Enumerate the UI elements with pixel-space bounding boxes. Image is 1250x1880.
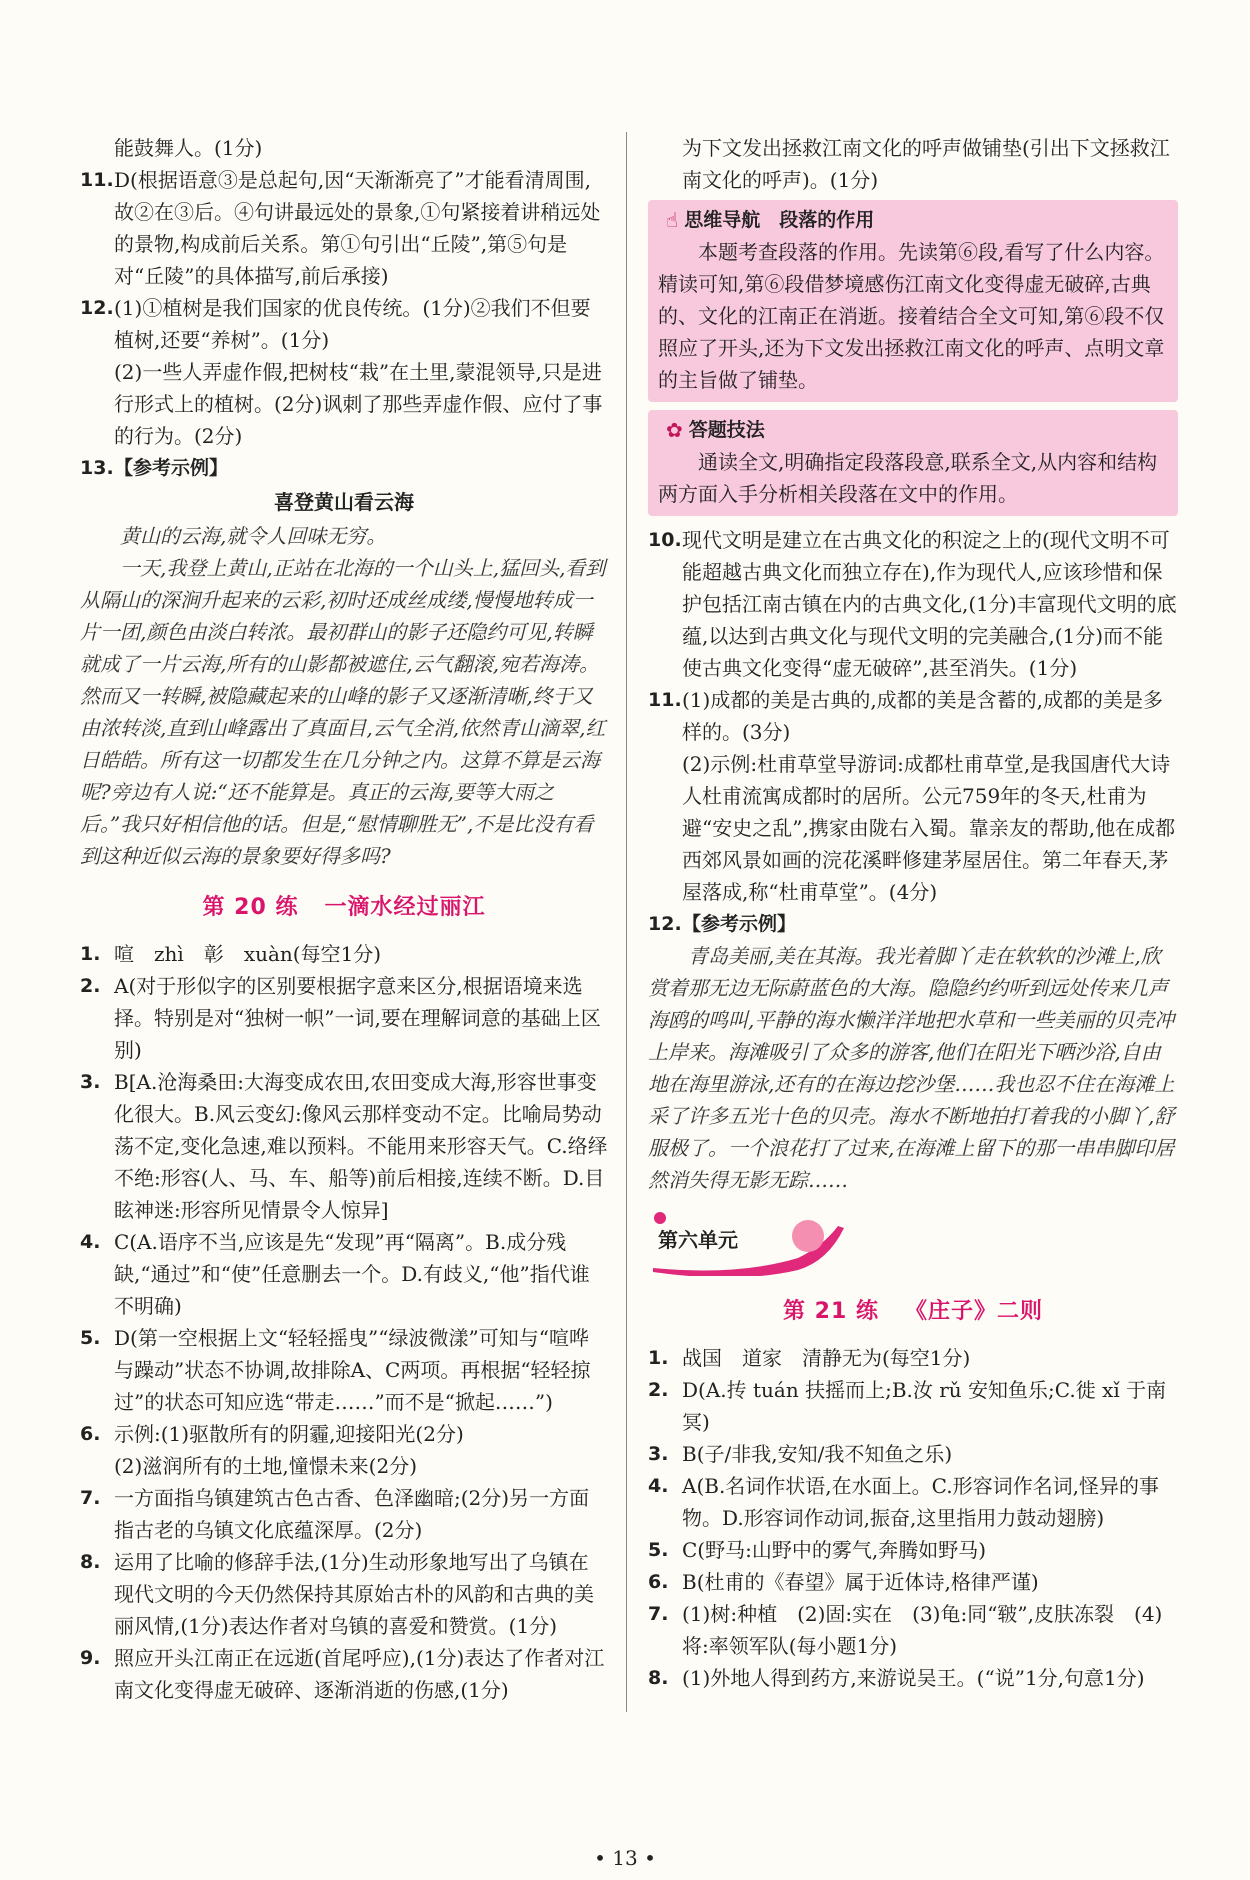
continued-text: 为下文发出拯救江南文化的呼声做铺垫(引出下文拯救江南文化的呼声)。(1分) (682, 136, 1170, 192)
answer-body (682, 1470, 1178, 1534)
tip-box-title: 答题技法 (688, 419, 765, 441)
answer-text: B(杜甫的《春望》属于近体诗,格律严谨) (682, 1570, 1039, 1594)
answer-text: C(野马:山野中的雾气,奔腾如野马) (682, 1538, 987, 1562)
answer-number: 8. (648, 1667, 669, 1689)
tip-box-title: 思维导航 段落的作用 (684, 209, 875, 231)
answer-text: D(第一空根据上文“轻轻摇曳”“绿波微漾”可知与“喧哗与躁动”状态不协调,故排除A、C两项。再根据“轻轻掠过”的状态可知应选“带走……”而不是“掀起……”) (114, 1326, 591, 1414)
answer-item (648, 1566, 1178, 1598)
answer-body (114, 1642, 608, 1706)
lesson-title: 《庄子》二则 (904, 1299, 1043, 1324)
answer-item (648, 1598, 1178, 1662)
answer-body (114, 164, 608, 292)
answer-body (114, 292, 608, 452)
answer-number: 13. (80, 457, 114, 479)
answer-text: (1)树:种植 (2)固:实在 (3)龟:同“皲”,皮肤冻裂 (4)将:率领军队(每小题1分) (682, 1602, 1163, 1658)
answer-body (682, 1566, 1178, 1598)
answer-number: 12. (80, 297, 114, 319)
flower-icon: ✿ (666, 418, 683, 442)
answer-body (682, 1534, 1178, 1566)
tip-box-heading (658, 414, 1168, 446)
answer-item (80, 970, 608, 1066)
answer-number: 6. (80, 1423, 101, 1445)
answer-item (648, 908, 1178, 940)
tip-box (648, 200, 1178, 402)
answer-number: 12. (648, 913, 682, 935)
answer-item (648, 1342, 1178, 1374)
answer-body (114, 1066, 608, 1226)
answer-body (682, 1662, 1178, 1694)
answer-number: 1. (80, 943, 101, 965)
answer-number: 9. (80, 1647, 101, 1669)
answer-number: 10. (648, 529, 682, 551)
answer-item (80, 292, 608, 452)
answer-text: B[A.沧海桑田:大海变成农田,农田变成大海,形容世事变化很大。B.风云变幻:像风云那样变动不定。比喻局势动荡不定,变化急速,难以预料。不能用来形容天气。C.络绎不绝:形容(人、马、车、船等)前后相接,连续不断。D.目眩神迷:形容所见情景令人惊异] (114, 1070, 608, 1222)
answer-body (682, 1438, 1178, 1470)
tip-box-text: 本题考查段落的作用。先读第⑥段,看写了什么内容。精读可知,第⑥段借梦境感伤江南文化变得虚无破碎,古典的、文化的江南正在消逝。接着结合全文可知,第⑥段不仅照应了开头,还为下文发出拯救江南文化的呼声、点明文章的主旨做了铺垫。 (658, 240, 1165, 392)
answer-number: 4. (648, 1475, 669, 1497)
answer-item (80, 1482, 608, 1546)
answer-text: B(子/非我,安知/我不知鱼之乐) (682, 1442, 953, 1466)
answer-number: 7. (80, 1487, 101, 1509)
answer-item (648, 684, 1178, 908)
answer-item (648, 1470, 1178, 1534)
page-number: • 13 • (594, 1846, 656, 1870)
answer-text: (1)①植树是我们国家的优良传统。(1分)②我们不但要植树,还要“养树”。(1分) (114, 296, 591, 352)
essay-paragraph: 黄山的云海,就令人回味无穷。 (120, 524, 387, 548)
answer-item (80, 452, 608, 484)
column-divider (626, 132, 627, 1712)
answer-number: 5. (80, 1327, 101, 1349)
answer-number: 2. (648, 1379, 669, 1401)
answer-text: (1)成都的美是古典的,成都的美是含蓄的,成都的美是多样的。(3分) (682, 688, 1164, 744)
answer-text: 示例:(1)驱散所有的阴霾,迎接阳光(2分) (114, 1422, 464, 1446)
answer-text: 战国 道家 清静无为(每空1分) (682, 1346, 971, 1370)
answer-body (114, 970, 608, 1066)
answer-body (682, 684, 1178, 908)
answer-number: 11. (648, 689, 682, 711)
right-column (648, 132, 1178, 1694)
answer-text: (2)示例:杜甫草堂导游词:成都杜甫草堂,是我国唐代大诗人杜甫流寓成都时的居所。公元759年的冬天,杜甫为避“安史之乱”,携家由陇右入蜀。靠亲友的帮助,他在成都西郊风景如画的浣花溪畔修建茅屋居住。第二年春天,茅屋落成,称“杜甫草堂”。(4分) (682, 752, 1176, 904)
answer-number: 1. (648, 1347, 669, 1369)
answer-item (80, 164, 608, 292)
answer-number: 5. (648, 1539, 669, 1561)
left-column (80, 132, 608, 1706)
essay-paragraph: 青岛美丽,美在其海。我光着脚丫走在软软的沙滩上,欣赏着那无边无际蔚蓝色的大海。隐隐约约听到远处传来几声海鸥的鸣叫,平静的海水懒洋洋地把水草和一些美丽的贝壳冲上岸来。海滩吸引了众多的游客,他们在阳光下晒沙浴,自由地在海里游泳,还有的在海边挖沙堡……我也忍不住在海滩上采了许多五光十色的贝壳。海水不断地拍打着我的小脚丫,舒服极了。一个浪花打了过来,在海滩上留下的那一串串脚印居然消失得无影无踪…… (648, 944, 1175, 1192)
answer-text: 一方面指乌镇建筑古色古香、色泽幽暗;(2分)另一方面指古老的乌镇文化底蕴深厚。(2分) (114, 1486, 590, 1542)
answer-body (114, 1482, 608, 1546)
answer-item (80, 1418, 608, 1482)
answer-text: 现代文明是建立在古典文化的积淀之上的(现代文明不可能超越古典文化而独立存在),作为现代人,应该珍惜和保护包括江南古镇在内的古典文化,(1分)丰富现代文明的底蕴,以达到古典文化与现代文明的完美融合,(1分)而不能使古典文化变得“虚无破碎”,甚至消失。(1分) (682, 528, 1177, 680)
answer-item (80, 1226, 608, 1322)
answer-number: 11. (80, 169, 114, 191)
answer-body (682, 1342, 1178, 1374)
answer-item (80, 1322, 608, 1418)
answer-item (80, 1642, 608, 1706)
answer-text: A(B.名词作状语,在水面上。C.形容词作名词,怪异的事物。D.形容词作动词,振奋,这里指用力鼓动翅膀) (682, 1474, 1159, 1530)
lesson-number: 第 21 练 (783, 1299, 879, 1324)
answer-text: D(根据语意③是总起句,因“天渐渐亮了”才能看清周围,故②在③后。④句讲最远处的景象,①句紧接着讲稍远处的景物,构成前后关系。第①句引出“丘陵”,第⑤句是对“丘陵”的具体描写,前后承接) (114, 168, 601, 288)
lesson-heading (648, 1296, 1178, 1328)
answer-body (114, 1418, 608, 1482)
continued-text: 能鼓舞人。(1分) (114, 136, 263, 160)
answer-number: 6. (648, 1571, 669, 1593)
answer-number: 7. (648, 1603, 669, 1625)
answer-text: 喧 zhì 彰 xuàn(每空1分) (114, 942, 382, 966)
unit-badge (648, 1206, 868, 1276)
answer-number: 3. (80, 1071, 101, 1093)
answer-text: (2)一些人弄虚作假,把树枝“栽”在土里,蒙混领导,只是进行形式上的植树。(2分)讽刺了那些弄虚作假、应付了事的行为。(2分) (114, 360, 603, 448)
lesson-number: 第 20 练 (202, 895, 299, 920)
answer-body (114, 938, 608, 970)
answer-text: 照应开头江南正在远逝(首尾呼应),(1分)表达了作者对江南文化变得虚无破碎、逐渐消逝的伤感,(1分) (114, 1646, 605, 1702)
answer-item (648, 524, 1178, 684)
answer-body (682, 1374, 1178, 1438)
tip-box-heading (658, 204, 1168, 236)
answer-text: (2)滋润所有的土地,憧憬未来(2分) (114, 1454, 418, 1478)
answer-body (682, 1598, 1178, 1662)
answer-body (114, 1322, 608, 1418)
answer-item (80, 1546, 608, 1642)
answer-text: (1)外地人得到药方,来游说吴王。(“说”1分,句意1分) (682, 1666, 1145, 1690)
unit-title: 第六单元 (658, 1228, 738, 1252)
answer-text: D(A.抟 tuán 扶摇而上;B.汝 rǔ 安知鱼乐;C.徙 xǐ 于南冥) (682, 1378, 1167, 1434)
answer-number: 3. (648, 1443, 669, 1465)
lesson-title: 一滴水经过丽江 (324, 895, 486, 920)
answer-text: C(A.语序不当,应该是先“发现”再“隔离”。B.成分残缺,“通过”和“使”任意删去一个。D.有歧义,“他”指代谁不明确) (114, 1230, 590, 1318)
answer-body (114, 1226, 608, 1322)
thumb-icon: ☝ (666, 208, 679, 232)
answer-item (648, 1662, 1178, 1694)
answer-text: A(对于形似字的区别要根据字意来区分,根据语境来选择。特别是对“独树一帜”一词,要在理解词意的基础上区别) (114, 974, 601, 1062)
answer-text: 运用了比喻的修辞手法,(1分)生动形象地写出了乌镇在现代文明的今天仍然保持其原始古朴的风韵和古典的美丽风情,(1分)表达作者对乌镇的喜爱和赞赏。(1分) (114, 1550, 594, 1638)
answer-body (682, 524, 1178, 684)
answer-body (114, 1546, 608, 1642)
answer-item (648, 1534, 1178, 1566)
answer-number: 8. (80, 1551, 101, 1573)
answer-number: 4. (80, 1231, 101, 1253)
answer-item (80, 1066, 608, 1226)
essay-paragraph: 一天,我登上黄山,正站在北海的一个山头上,猛回头,看到从隔山的深涧升起来的云彩,初时还成丝成缕,慢慢地转成一片一团,颜色由淡白转浓。最初群山的影子还隐约可见,转瞬就成了一片云海,所有的山影都被遮住,云气翻滚,宛若海涛。然而又一转瞬,被隐藏起来的山峰的影子又逐渐清晰,终于又由浓转淡,直到山峰露出了真面目,云气全消,依然青山滴翠,红日皓皓。所有这一切都发生在几分钟之内。这算不算是云海呢?旁边有人说:“还不能算是。真正的云海,要等大雨之后。”我只好相信他的话。但是,“慰情聊胜无”,不是比没有看到这种近似云海的景象要好得多吗? (80, 556, 606, 868)
tip-box-text: 通读全文,明确指定段落段意,联系全文,从内容和结构两方面入手分析相关段落在文中的作用。 (658, 450, 1158, 506)
answer-item (648, 1438, 1178, 1470)
lesson-heading (80, 892, 608, 924)
reference-label: 【参考示例】 (682, 913, 797, 935)
answer-item (648, 1374, 1178, 1438)
answer-number: 2. (80, 975, 101, 997)
reference-label: 【参考示例】 (114, 457, 229, 479)
tip-box (648, 410, 1178, 516)
answer-item (80, 938, 608, 970)
essay-title: 喜登黄山看云海 (274, 490, 414, 514)
